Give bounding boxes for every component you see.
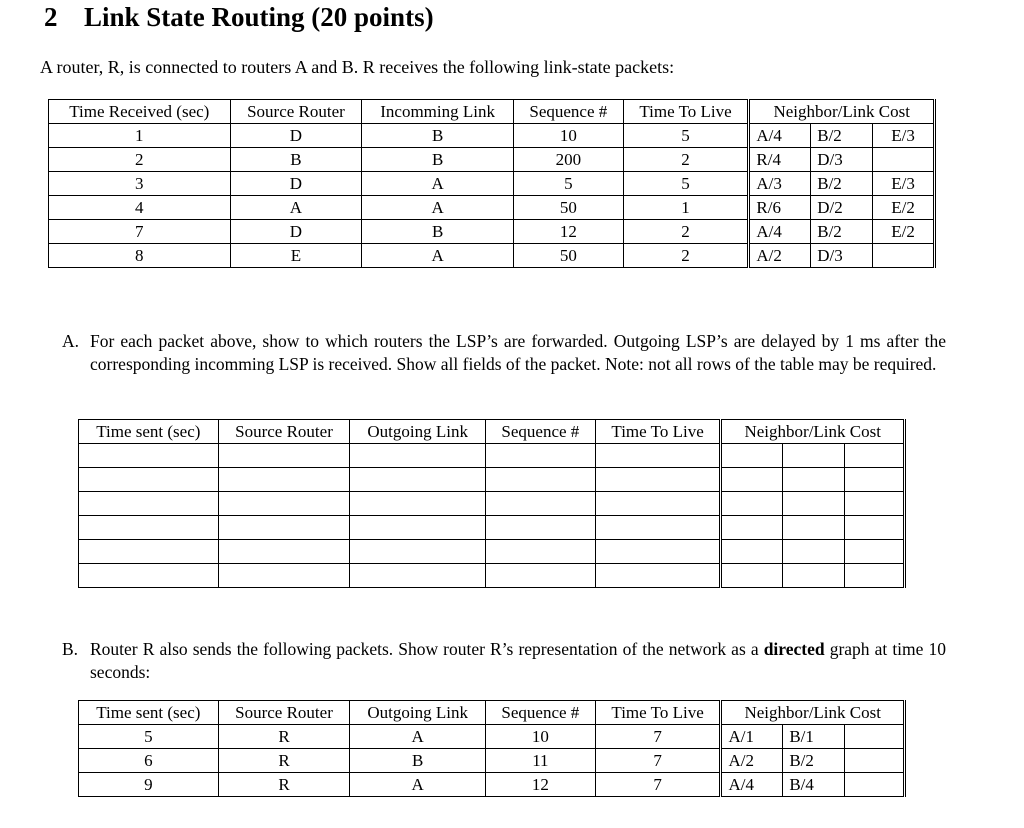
table-cell: 9 bbox=[79, 773, 219, 797]
table-cell: 200 bbox=[513, 148, 623, 172]
table-cell: R bbox=[218, 773, 350, 797]
table-cell: 12 bbox=[486, 773, 596, 797]
table-cell[interactable] bbox=[783, 444, 845, 468]
forwarded-lsp-table bbox=[78, 419, 906, 588]
table-cell: R bbox=[218, 725, 350, 749]
table-cell[interactable] bbox=[783, 492, 845, 516]
table-cell[interactable] bbox=[595, 540, 721, 564]
table-cell: E bbox=[230, 244, 362, 268]
column-header: Source Router bbox=[218, 420, 350, 444]
table-cell: 7 bbox=[595, 725, 721, 749]
table-cell[interactable] bbox=[79, 468, 219, 492]
table-cell[interactable] bbox=[783, 564, 845, 588]
table-cell[interactable] bbox=[350, 540, 486, 564]
table-cell: 1 bbox=[49, 124, 231, 148]
table-cell: D/3 bbox=[811, 148, 873, 172]
question-b-text bbox=[90, 638, 946, 684]
table-row bbox=[49, 196, 935, 220]
column-header: Neighbor/Link Cost bbox=[721, 420, 905, 444]
table-cell: E/2 bbox=[873, 220, 935, 244]
table-cell: B bbox=[350, 749, 486, 773]
table-cell: 4 bbox=[49, 196, 231, 220]
question-b-label: B. bbox=[62, 639, 79, 659]
table-cell[interactable] bbox=[486, 492, 596, 516]
table-cell: 5 bbox=[623, 124, 749, 148]
column-header: Neighbor/Link Cost bbox=[749, 100, 935, 124]
table-cell: A bbox=[362, 244, 514, 268]
table-cell: B bbox=[362, 148, 514, 172]
intro-paragraph: A router, R, is connected to routers A and B. R receives the following link-state packets: bbox=[40, 57, 675, 77]
question-b-text-end: graph at time 10 seconds: bbox=[90, 639, 946, 682]
table-cell[interactable] bbox=[721, 516, 783, 540]
table-cell: B/2 bbox=[783, 749, 845, 773]
table-cell[interactable] bbox=[218, 540, 350, 564]
table-cell: B/2 bbox=[811, 172, 873, 196]
table-cell[interactable] bbox=[350, 564, 486, 588]
table-cell[interactable] bbox=[845, 540, 905, 564]
table-cell bbox=[845, 749, 905, 773]
table-cell[interactable] bbox=[218, 444, 350, 468]
table-row bbox=[79, 749, 905, 773]
table-cell[interactable] bbox=[783, 516, 845, 540]
table-cell: A bbox=[362, 196, 514, 220]
table-cell: A/1 bbox=[721, 725, 783, 749]
table-cell: B bbox=[362, 124, 514, 148]
table-cell: D bbox=[230, 124, 362, 148]
table-cell: B/1 bbox=[783, 725, 845, 749]
table-cell[interactable] bbox=[79, 444, 219, 468]
table-row bbox=[49, 124, 935, 148]
table-cell[interactable] bbox=[350, 444, 486, 468]
table-cell[interactable] bbox=[721, 444, 783, 468]
table-cell[interactable] bbox=[721, 564, 783, 588]
section-number: 2 bbox=[44, 2, 58, 32]
table-cell: 1 bbox=[623, 196, 749, 220]
table-cell: 5 bbox=[79, 725, 219, 749]
table-cell: 6 bbox=[79, 749, 219, 773]
table-cell: D/3 bbox=[811, 244, 873, 268]
table-cell: A/3 bbox=[749, 172, 811, 196]
table-cell: E/3 bbox=[873, 172, 935, 196]
table-cell: 3 bbox=[49, 172, 231, 196]
table-cell: A/4 bbox=[749, 124, 811, 148]
table-cell: 50 bbox=[513, 244, 623, 268]
table-cell: R/6 bbox=[749, 196, 811, 220]
column-header: Outgoing Link bbox=[350, 701, 486, 725]
column-header: Source Router bbox=[218, 701, 350, 725]
table-cell bbox=[845, 725, 905, 749]
table-cell: B/2 bbox=[811, 124, 873, 148]
table-cell[interactable] bbox=[218, 516, 350, 540]
column-header: Time sent (sec) bbox=[79, 701, 219, 725]
table-cell: 2 bbox=[623, 244, 749, 268]
column-header: Source Router bbox=[230, 100, 362, 124]
table-cell[interactable] bbox=[845, 516, 905, 540]
table-cell[interactable] bbox=[79, 516, 219, 540]
table-cell: A/4 bbox=[749, 220, 811, 244]
table-cell[interactable] bbox=[79, 564, 219, 588]
table-header-row bbox=[79, 420, 905, 444]
table-cell: 8 bbox=[49, 244, 231, 268]
column-header: Time To Live bbox=[623, 100, 749, 124]
table-header-row bbox=[49, 100, 935, 124]
table-cell: 10 bbox=[486, 725, 596, 749]
table-cell[interactable] bbox=[595, 444, 721, 468]
column-header: Time sent (sec) bbox=[79, 420, 219, 444]
table-row bbox=[49, 220, 935, 244]
table-row bbox=[49, 244, 935, 268]
column-header: Incomming Link bbox=[362, 100, 514, 124]
table-cell[interactable] bbox=[721, 468, 783, 492]
table-cell[interactable] bbox=[79, 540, 219, 564]
table-cell: A/2 bbox=[749, 244, 811, 268]
table-row bbox=[79, 468, 905, 492]
table-cell: 50 bbox=[513, 196, 623, 220]
table-cell: R bbox=[218, 749, 350, 773]
table-cell[interactable] bbox=[783, 468, 845, 492]
table-cell[interactable] bbox=[218, 492, 350, 516]
column-header: Neighbor/Link Cost bbox=[721, 701, 905, 725]
table-row bbox=[79, 444, 905, 468]
table-cell: B/4 bbox=[783, 773, 845, 797]
received-lsp-table bbox=[48, 99, 936, 268]
question-b-text-start: Router R also sends the following packets. Show router R’s representation of the network as a bbox=[90, 639, 764, 659]
table-cell: 12 bbox=[513, 220, 623, 244]
table-cell[interactable] bbox=[218, 564, 350, 588]
section-title-text: Link State Routing (20 points) bbox=[84, 2, 434, 32]
column-header: Sequence # bbox=[513, 100, 623, 124]
table-cell[interactable] bbox=[486, 444, 596, 468]
table-cell: A bbox=[230, 196, 362, 220]
column-header: Sequence # bbox=[486, 701, 596, 725]
table-cell: A bbox=[350, 725, 486, 749]
table-cell: B/2 bbox=[811, 220, 873, 244]
column-header: Time To Live bbox=[595, 701, 721, 725]
table-cell: 5 bbox=[513, 172, 623, 196]
table-cell[interactable] bbox=[845, 492, 905, 516]
table-cell[interactable] bbox=[350, 516, 486, 540]
section-title bbox=[44, 2, 434, 33]
table-cell: E/2 bbox=[873, 196, 935, 220]
table-row bbox=[79, 540, 905, 564]
table-cell: 2 bbox=[623, 148, 749, 172]
sent-lsp-table bbox=[78, 700, 906, 797]
table-cell: A/4 bbox=[721, 773, 783, 797]
table-row bbox=[79, 773, 905, 797]
table-cell: A bbox=[362, 172, 514, 196]
table-cell[interactable] bbox=[595, 492, 721, 516]
table-cell: 7 bbox=[595, 773, 721, 797]
table-cell: 7 bbox=[595, 749, 721, 773]
table-cell: D bbox=[230, 172, 362, 196]
table-cell: D/2 bbox=[811, 196, 873, 220]
table-cell[interactable] bbox=[845, 564, 905, 588]
table-cell: D bbox=[230, 220, 362, 244]
question-a-text: For each packet above, show to which routers the LSP’s are forwarded. Outgoing LSP’s are delayed by 1 ms after the corresponding incomming LSP is received. Show all fields of the packet. Note: not all rows of the table may be required. bbox=[90, 331, 946, 374]
table-cell: 2 bbox=[49, 148, 231, 172]
table-cell: E/3 bbox=[873, 124, 935, 148]
table-cell[interactable] bbox=[845, 468, 905, 492]
table-cell[interactable] bbox=[721, 492, 783, 516]
table-cell[interactable] bbox=[486, 468, 596, 492]
question-b bbox=[62, 638, 946, 688]
question-a-label: A. bbox=[62, 331, 80, 351]
table-row bbox=[79, 725, 905, 749]
table-header-row bbox=[79, 701, 905, 725]
table-cell: 7 bbox=[49, 220, 231, 244]
table-cell: 10 bbox=[513, 124, 623, 148]
table-cell[interactable] bbox=[721, 540, 783, 564]
table-cell: A/2 bbox=[721, 749, 783, 773]
table-cell[interactable] bbox=[783, 540, 845, 564]
table-cell[interactable] bbox=[350, 492, 486, 516]
table-cell[interactable] bbox=[486, 516, 596, 540]
table-cell bbox=[845, 773, 905, 797]
table-row bbox=[79, 492, 905, 516]
table-cell: 2 bbox=[623, 220, 749, 244]
table-cell: 11 bbox=[486, 749, 596, 773]
table-row bbox=[79, 564, 905, 588]
table-cell[interactable] bbox=[486, 540, 596, 564]
table-cell[interactable] bbox=[79, 492, 219, 516]
table-cell[interactable] bbox=[595, 468, 721, 492]
table-cell[interactable] bbox=[486, 564, 596, 588]
question-a bbox=[62, 330, 946, 400]
column-header: Time Received (sec) bbox=[49, 100, 231, 124]
table-row bbox=[49, 148, 935, 172]
table-row bbox=[79, 516, 905, 540]
column-header: Time To Live bbox=[595, 420, 721, 444]
table-cell: A bbox=[350, 773, 486, 797]
table-cell: B bbox=[362, 220, 514, 244]
table-cell: B bbox=[230, 148, 362, 172]
column-header: Outgoing Link bbox=[350, 420, 486, 444]
table-cell[interactable] bbox=[595, 516, 721, 540]
table-row bbox=[49, 172, 935, 196]
table-cell[interactable] bbox=[350, 468, 486, 492]
table-cell bbox=[873, 244, 935, 268]
column-header: Sequence # bbox=[486, 420, 596, 444]
table-cell[interactable] bbox=[218, 468, 350, 492]
table-cell bbox=[873, 148, 935, 172]
question-b-bold-word: directed bbox=[763, 639, 825, 659]
table-cell: 5 bbox=[623, 172, 749, 196]
table-cell[interactable] bbox=[595, 564, 721, 588]
table-cell[interactable] bbox=[845, 444, 905, 468]
table-cell: R/4 bbox=[749, 148, 811, 172]
